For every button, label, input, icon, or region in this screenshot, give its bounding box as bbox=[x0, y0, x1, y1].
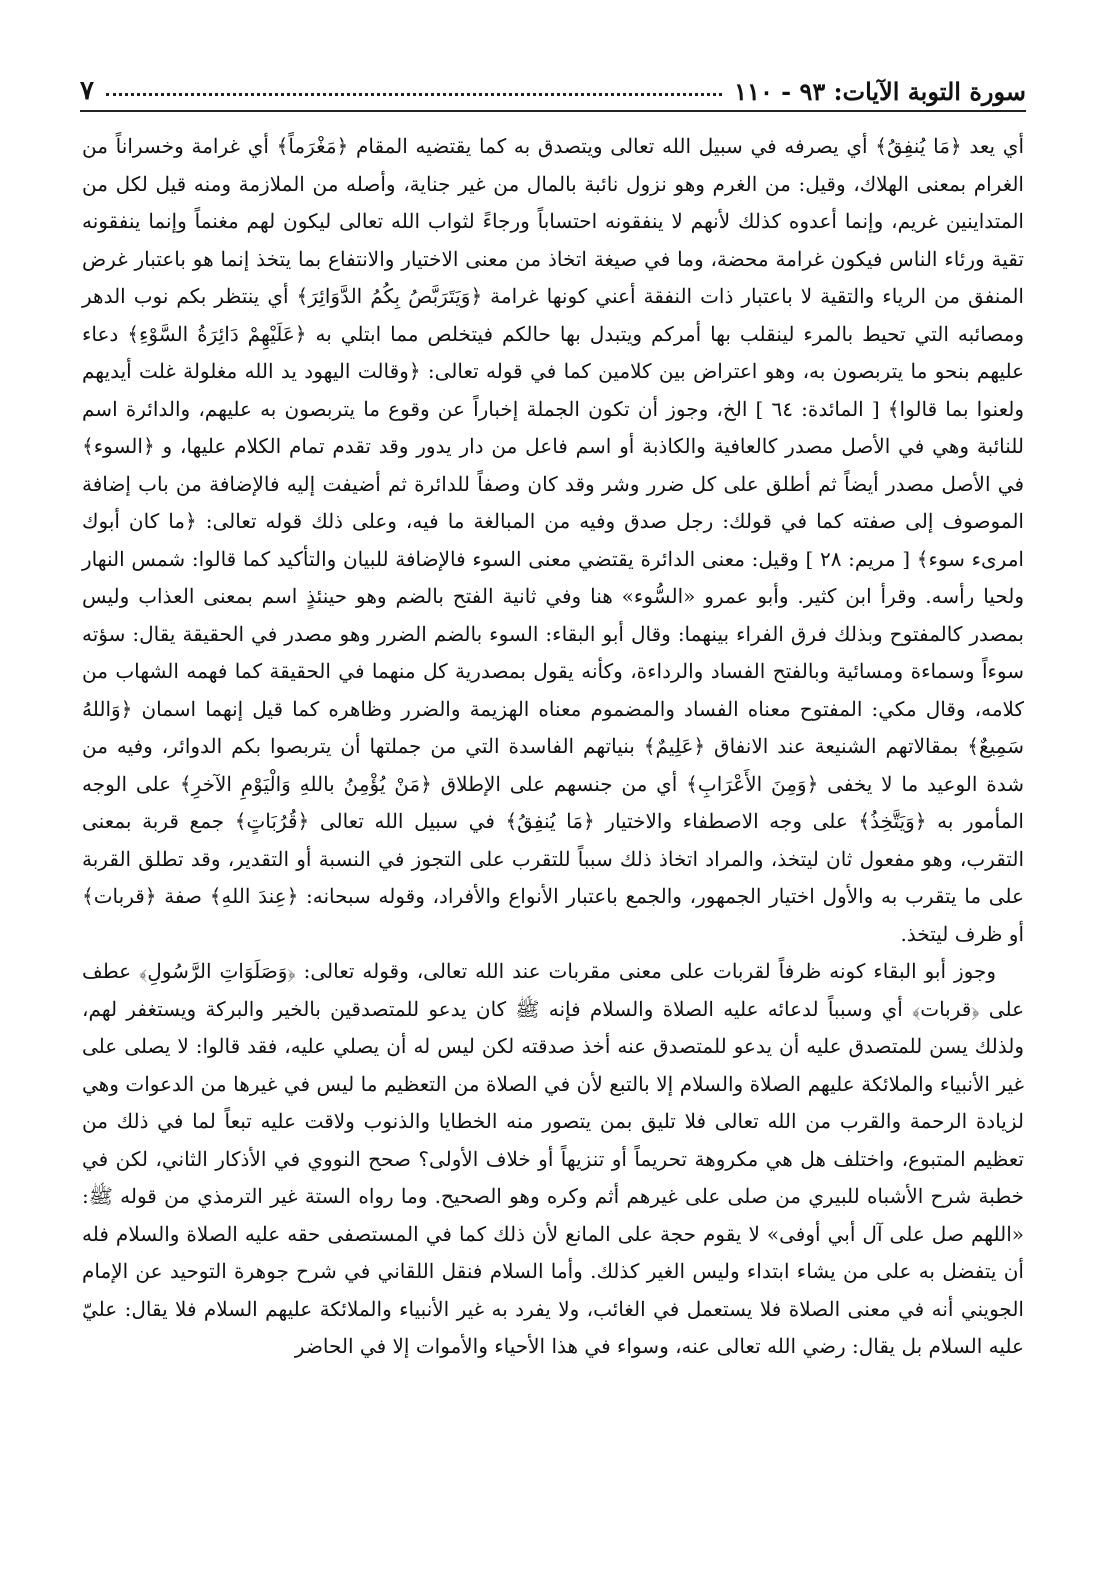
paragraph-2: وجوز أبو البقاء كونه ظرفاً لقربات على معنى مقربات عند الله تعالى، وقوله تعالى: ﴿وَصَلَوَاتِ الرَّسُولِ﴾ عطف على ﴿قربات﴾ أي وسبباً لدعائه عليه الصلاة والسلام فإنه ﷺ كان يدعو للمتصدقين بالخير والبركة ويستغفر لهم، ولذلك يسن للمتصدق عليه أن يدعو للمتصدق عنه أخذ صدقته لكن ليس له أن يصلي عليه، فقد قالوا: لا يصلى على غير الأنبياء والملائكة عليهم الصلاة والسلام إلا بالتبع لأن في الصلاة من التعظيم ما ليس في غيرها من الدعوات وهي لزيادة الرحمة والقرب من الله تعالى فلا تليق بمن يتصور منه الخطايا والذنوب ولاقت عليه تبعاً لما في ذلك من تعظيم المتبوع، واختلف هل هي مكروهة تحريماً أو تنزيهاً أو خلاف الأولى؟ صحح النووي في الأذكار الثاني، لكن في خطبة شرح الأشباه للبيري من صلى على غيرهم أثم وكره وهو الصحيح. وما رواه الستة غير الترمذي من قوله ﷺ: «اللهم صل على آل أبي أوفى» لا يقوم حجة على المانع لأن ذلك كما في المستصفى حقه عليه الصلاة والسلام فله أن يتفضل به على من يشاء ابتداء وليس الغير كذلك. وأما السلام فنقل اللقاني في شرح جوهرة التوحيد عن الإمام الجويني أنه في معنى الصلاة فلا يستعمل في الغائب، ولا يفرد به غير الأنبياء والملائكة عليهم السلام فلا يقال: عليّ عليه السلام بل يقال: رضي الله تعالى عنه، وسواء في هذا الأحياء والأموات إلا في الحاضر bbox=[82, 959, 1024, 1358]
surah-title: سورة التوبة الآيات: ٩٣ - ١١٠ bbox=[734, 77, 1026, 106]
header-leader-dots bbox=[106, 93, 722, 96]
page-body bbox=[82, 128, 1024, 1533]
running-header bbox=[80, 66, 1026, 106]
paragraph-1: أي يعد ﴿مَا يُنفِقُ﴾ أي يصرفه في سبيل الله تعالى ويتصدق به كما يقتضيه المقام ﴿مَغْرَماً﴾ أي غرامة وخسراناً من الغرام بمعنى الهلاك، وقيل: من الغرم وهو نزول نائبة بالمال من غير جناية، وأصله من الملازمة ومنه قيل لكل من المتداينين غريم، وإنما أعدوه كذلك لأنهم لا ينفقونه احتساباً ورجاءً لثواب الله تعالى ليكون لهم مغنماً وإنما ينفقونه تقية ورئاء الناس فيكون غرامة محضة، وما في صيغة اتخاذ من معنى الاختيار والانتفاع بما يتخذ إنما هو باعتبار غرض المنفق من الرياء والتقية لا باعتبار ذات النفقة أعني كونها غرامة ﴿وَيَتَرَبَّصُ بِكُمُ الدَّوَائِرَ﴾ أي ينتظر بكم نوب الدهر ومصائبه التي تحيط بالمرء لينقلب بها أمركم ويتبدل بها حالكم فيتخلص مما ابتلي به ﴿عَلَيْهِمْ دَائِرَةُ السَّوْءِ﴾ دعاء عليهم بنحو ما يتربصون به، وهو اعتراض بين كلامين كما في قوله تعالى: ﴿وقالت اليهود يد الله مغلولة غلت أيديهم ولعنوا بما قالوا﴾ [ المائدة: ٦٤ ] الخ، وجوز أن تكون الجملة إخباراً عن وقوع ما يتربصون به عليهم، والدائرة اسم للنائبة وهي في الأصل مصدر كالعافية والكاذبة أو اسم فاعل من دار يدور وقد تقدم تمام الكلام عليها، و ﴿السوء﴾ في الأصل مصدر أيضاً ثم أطلق على كل ضرر وشر وقد كان وصفاً للدائرة ثم أضيفت إليه فالإضافة من باب إضافة الموصوف إلى صفته كما في قولك: رجل صدق وفيه من المبالغة ما فيه، وعلى ذلك قوله تعالى: ﴿ما كان أبوك امرىء سوء﴾ [ مريم: ٢٨ ] وقيل: معنى الدائرة يقتضي معنى السوء فالإضافة للبيان والتأكيد كما قالوا: شمس النهار ولحيا رأسه. وقرأ ابن كثير. وأبو عمرو «السُّوء» هنا وفي ثانية الفتح بالضم وهو حينئذٍ اسم بمعنى العذاب وليس بمصدر كالمفتوح وبذلك فرق الفراء بينهما: وقال أبو البقاء: السوء بالضم الضرر وهو مصدر في الحقيقة يقال: سؤته سوءاً وسماءة ومسائية وبالفتح الفساد والرداءة، وكأنه يقول بمصدرية كل منهما في الحقيقة كما فهمه الشهاب من كلامه، وقال مكي: المفتوح معناه الفساد والمضموم معناه الهزيمة والضرر وظاهره كما قيل إنهما اسمان ﴿وَاللهُ سَمِيعٌ﴾ بمقالاتهم الشنيعة عند الانفاق ﴿عَلِيمٌ﴾ بنياتهم الفاسدة التي من جملتها أن يتربصوا بكم الدوائر، وفيه من شدة الوعيد ما لا يخفى ﴿وَمِنَ الأَعْرَابِ﴾ أي من جنسهم على الإطلاق ﴿مَنْ يُؤْمِنُ باللهِ وَالْيَوْمِ الآخرِ﴾ على الوجه المأمور به ﴿وَيَتَّخِذُ﴾ على وجه الاصطفاء والاختيار ﴿مَا يُنفِقُ﴾ في سبيل الله تعالى ﴿قُرُبَاتٍ﴾ جمع قربة بمعنى التقرب، وهو مفعول ثان ليتخذ، والمراد اتخاذ ذلك سبباً للتقرب على التجوز في النسبة أو التقدير، وقد تطلق القربة على ما يتقرب به والأول اختيار الجمهور، والجمع باعتبار الأنواع والأفراد، وقوله سبحانه: ﴿عِندَ اللهِ﴾ صفة ﴿قربات﴾ أو ظرف ليتخذ. bbox=[82, 134, 1025, 946]
header-divider bbox=[80, 110, 1026, 112]
page-number: ٧ bbox=[80, 76, 94, 106]
